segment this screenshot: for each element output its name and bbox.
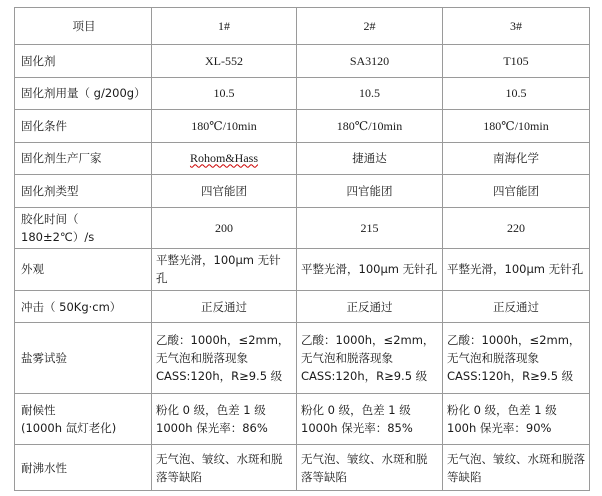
row-label: 固化剂	[15, 45, 152, 78]
table-cell: 平整光滑，100μm 无针孔	[297, 249, 443, 291]
table-cell: 180℃/10min	[297, 110, 443, 143]
table-cell: 乙酸：1000h，≤2mm，无气泡和脱落现象 CASS:120h，R≥9.5 级	[443, 323, 590, 394]
table-row	[15, 175, 590, 208]
header-col-3: 3#	[443, 8, 590, 45]
table-cell: T105	[443, 45, 590, 78]
table-cell: 粉化 0 级，色差 1 级 100h 保光率：90%	[443, 394, 590, 445]
table-cell: 南海化学	[443, 142, 590, 175]
table-cell: 平整光滑，100μm 无针孔	[443, 249, 590, 291]
table-cell: 无气泡、皱纹、水斑和脱落等缺陷	[297, 445, 443, 491]
table-cell: 10.5	[443, 77, 590, 110]
table-row	[15, 249, 590, 291]
table-cell: 四官能团	[443, 175, 590, 208]
table-cell: 乙酸：1000h，≤2mm，无气泡和脱落现象 CASS:120h，R≥9.5 级	[152, 323, 297, 394]
table-cell: 平整光滑，100μm 无针孔	[152, 249, 297, 291]
header-col-2: 2#	[297, 8, 443, 45]
row-label: 盐雾试验	[15, 323, 152, 394]
spec-table	[14, 7, 590, 491]
row-label: 固化剂生产厂家	[15, 142, 152, 175]
row-label: 固化条件	[15, 110, 152, 143]
table-cell: 10.5	[297, 77, 443, 110]
table-cell: 粉化 0 级，色差 1 级 1000h 保光率：86%	[152, 394, 297, 445]
table-cell: 捷通达	[297, 142, 443, 175]
table-row	[15, 110, 590, 143]
table-cell: 四官能团	[152, 175, 297, 208]
row-label: 固化剂用量（ g/200g）	[15, 77, 152, 110]
table-row	[15, 77, 590, 110]
table-cell: 无气泡、皱纹、水斑和脱落等缺陷	[152, 445, 297, 491]
table-cell: SA3120	[297, 45, 443, 78]
table-cell: 正反通过	[152, 290, 297, 323]
table-cell: XL-552	[152, 45, 297, 78]
table-cell: 180℃/10min	[152, 110, 297, 143]
header-row	[15, 8, 590, 45]
table-cell: 10.5	[152, 77, 297, 110]
table-cell: 215	[297, 207, 443, 249]
table-row	[15, 45, 590, 78]
row-label: 耐候性 (1000h 氙灯老化)	[15, 394, 152, 445]
table-row	[15, 323, 590, 394]
row-label: 固化剂类型	[15, 175, 152, 208]
header-item: 项目	[15, 8, 152, 45]
table-cell: 四官能团	[297, 175, 443, 208]
table-cell: 乙酸：1000h，≤2mm，无气泡和脱落现象 CASS:120h，R≥9.5 级	[297, 323, 443, 394]
table-row	[15, 207, 590, 249]
row-label: 外观	[15, 249, 152, 291]
table-cell: 粉化 0 级，色差 1 级 1000h 保光率：85%	[297, 394, 443, 445]
table-row	[15, 142, 590, 175]
row-label: 冲击（ 50Kg·cm）	[15, 290, 152, 323]
table-cell: 无气泡、皱纹、水斑和脱落等缺陷	[443, 445, 590, 491]
table-cell: 200	[152, 207, 297, 249]
header-col-1: 1#	[152, 8, 297, 45]
spellcheck-underline: Rohom&Hass	[189, 151, 258, 166]
table-cell: 正反通过	[297, 290, 443, 323]
table-row	[15, 445, 590, 491]
table-cell: 220	[443, 207, 590, 249]
table-row	[15, 290, 590, 323]
row-label: 耐沸水性	[15, 445, 152, 491]
table-cell: 正反通过	[443, 290, 590, 323]
table-row	[15, 394, 590, 445]
row-label: 胶化时间（ 180±2℃）/s	[15, 207, 152, 249]
table-cell	[152, 142, 297, 175]
table-cell: 180℃/10min	[443, 110, 590, 143]
